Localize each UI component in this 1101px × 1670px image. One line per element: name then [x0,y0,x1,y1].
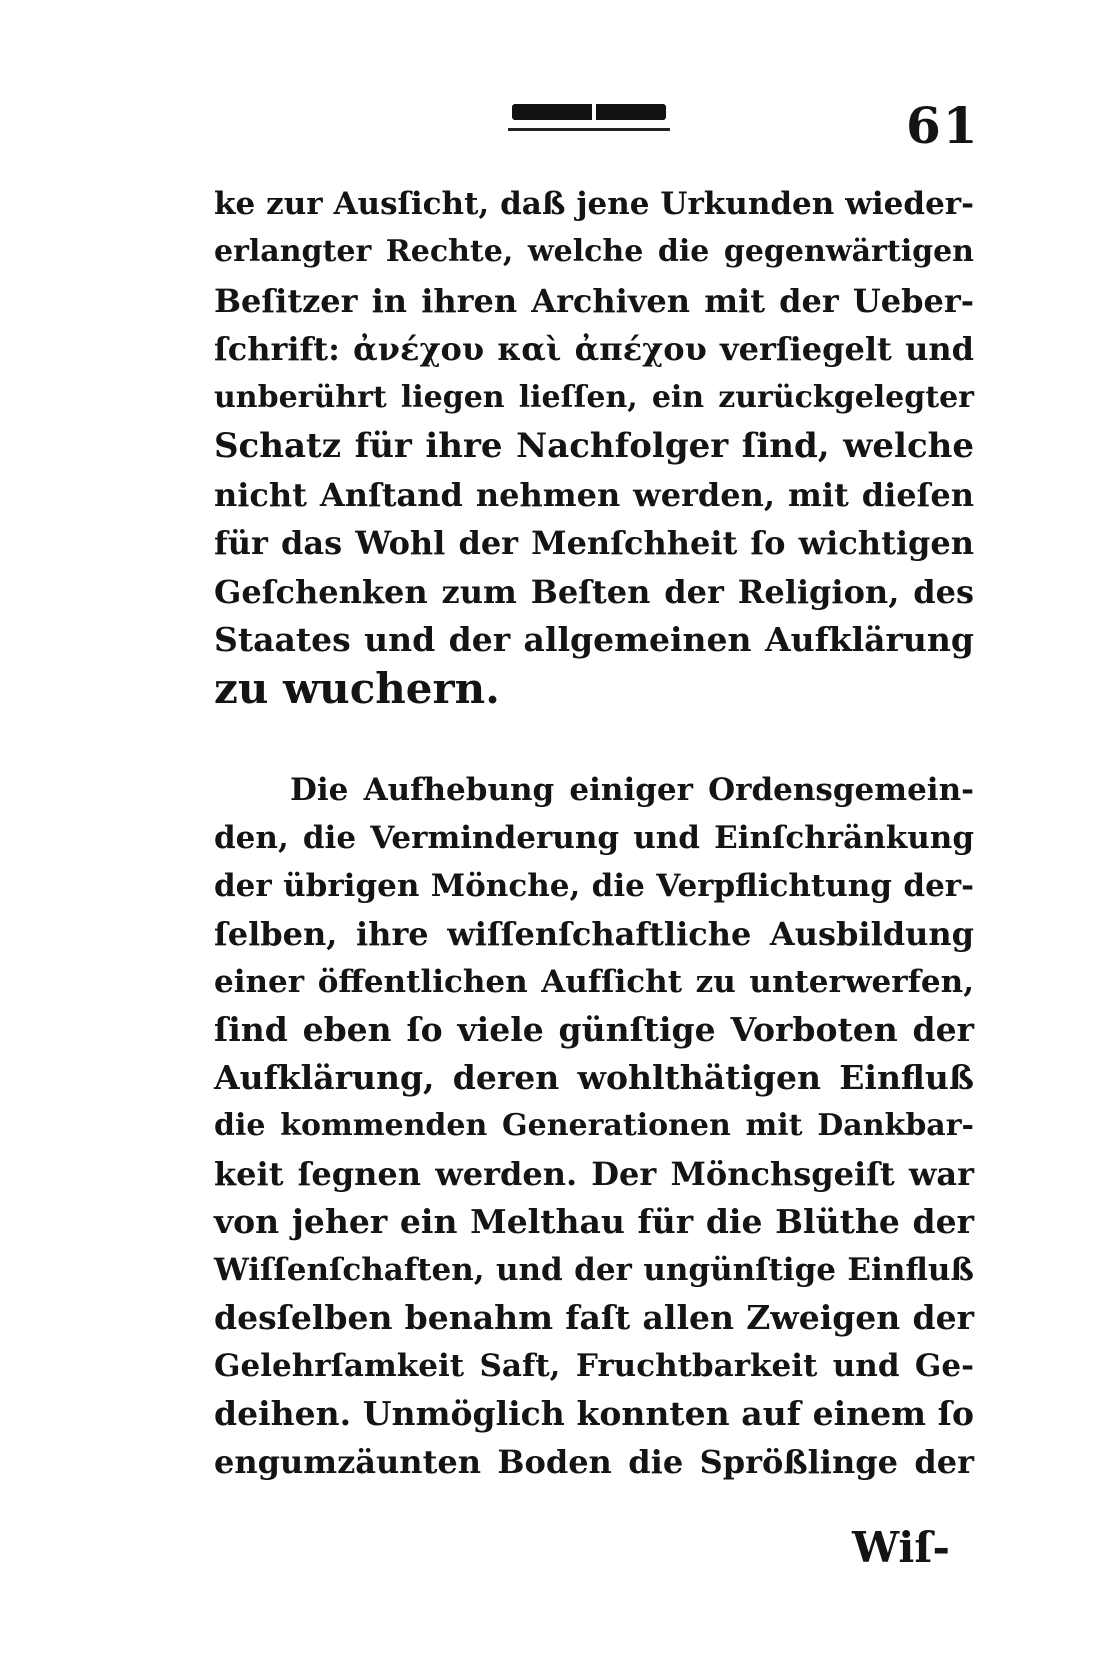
text-line: ſelben, ihre wiſſenſchaftliche Ausbildung [214,915,974,953]
catchword: Wiſ- [852,1523,950,1572]
text-line: Staates und der allgemeinen Aufklärung [214,620,974,659]
text-line: engumzäunten Boden die Sprößlinge der [214,1443,974,1481]
text-line: Schatz für ihre Nachfolger ſind, welche [214,426,974,466]
text-line: den, die Verminderung und Einſchränkung [214,820,974,856]
ornament-bar [512,104,666,120]
text-line: unberührt liegen lieſſen, ein zurückgelegter [214,380,974,415]
text-line: Geſchenken zum Beſten der Religion, des [214,573,974,611]
text-line: deihen. Unmöglich konnten auf einem ſo [214,1394,974,1433]
text-line: der übrigen Mönche, die Verpflichtung der- [214,868,974,904]
text-line: für das Wohl der Menſchheit ſo wichtigen [214,524,974,562]
text-line: zu wuchern. [214,664,500,713]
page-number: 61 [906,96,980,155]
text-line: ke zur Ausſicht, daß jene Urkunden wieder- [214,186,974,222]
header-ornament [508,104,670,138]
text-line: desſelben benahm faſt allen Zweigen der [214,1298,974,1337]
text-line: von jeher ein Melthau für die Blüthe der [214,1202,974,1241]
text-line: ſchrift: ἀνέχου καὶ ἀπέχου verſiegelt und [214,330,974,368]
text-line: nicht Anſtand nehmen werden, mit dieſen [214,476,974,514]
text-line: keit ſegnen werden. Der Mönchsgeiſt war [214,1155,974,1193]
ornament-rule [508,128,670,131]
text-line: Wiſſenſchaften, und der ungünſtige Einfluß [214,1252,974,1288]
text-line: Beſitzer in ihren Archiven mit der Ueber- [214,282,974,320]
text-line: erlangter Rechte, welche die gegenwärtigen [214,234,974,269]
text-line: einer öffentlichen Aufſicht zu unterwerfen, [214,964,974,1000]
text-line: Gelehrſamkeit Saft, Fruchtbarkeit und Ge- [214,1348,974,1384]
text-line: Die Aufhebung einiger Ordensgemein- [290,772,974,808]
text-line: die kommenden Generationen mit Dankbar- [214,1108,974,1143]
text-line: ſind eben ſo viele günſtige Vorboten der [214,1010,974,1049]
text-line: Aufklärung, deren wohlthätigen Einfluß [214,1058,974,1097]
